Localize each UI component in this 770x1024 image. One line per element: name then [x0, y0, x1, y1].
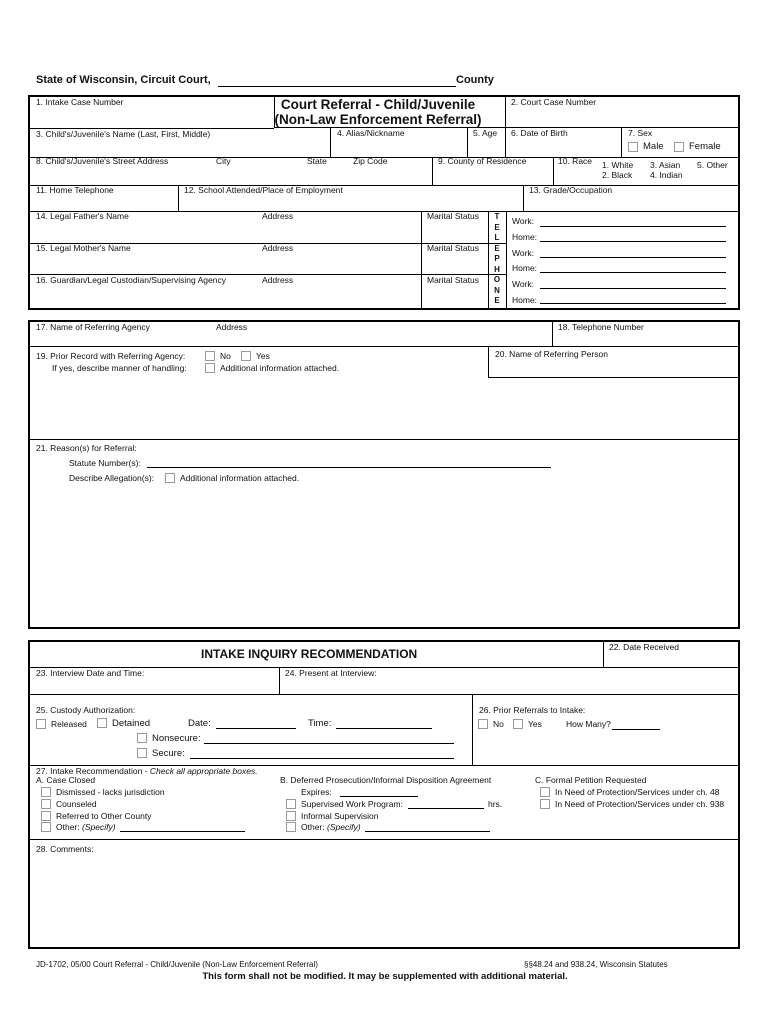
dob-label: 6. Date of Birth: [511, 128, 568, 138]
county-name-line[interactable]: [218, 86, 456, 87]
counseled-checkbox[interactable]: [41, 799, 51, 809]
interview-date-label: 23. Interview Date and Time:: [36, 668, 145, 678]
formal-petition-label: C. Formal Petition Requested: [535, 775, 647, 785]
court-case-number-label: 2. Court Case Number: [511, 97, 597, 107]
additional-info-checkbox[interactable]: [205, 363, 215, 373]
child-name-label: 3. Child's/Juvenile's Name (Last, First, Middle): [36, 129, 211, 139]
telephone-letter: E: [494, 222, 500, 232]
custody-time-label: Time:: [308, 718, 332, 729]
telephone-letter: E: [494, 296, 500, 305]
supervised-work-label: Supervised Work Program:: [301, 799, 403, 809]
form-title-line2: (Non-Law Enforcement Referral): [274, 112, 482, 127]
secure-line[interactable]: [190, 758, 454, 759]
telephone-letter: E: [494, 243, 500, 253]
released-label: Released: [51, 719, 87, 729]
sex-male-label: Male: [643, 141, 664, 152]
father-home-label: Home:: [512, 232, 538, 242]
informal-supervision-checkbox[interactable]: [286, 811, 296, 821]
prior-record-label: 19. Prior Record with Referring Agency:: [36, 351, 186, 361]
mother-home-line[interactable]: [540, 272, 726, 273]
nonsecure-line[interactable]: [204, 743, 454, 744]
guardian-address-label: Address: [262, 275, 294, 285]
case-closed-label: A. Case Closed: [36, 775, 96, 785]
statutes-reference: §§48.24 and 938.24, Wisconsin Statutes: [524, 960, 668, 969]
guardian-work-line[interactable]: [540, 288, 726, 289]
how-many-line[interactable]: [612, 729, 660, 730]
nonsecure-checkbox[interactable]: [137, 733, 147, 743]
secure-label: Secure:: [152, 748, 185, 759]
allegation-attached-label: Additional information attached.: [180, 473, 300, 483]
custody-date-label: Date:: [188, 718, 211, 729]
case-closed-other-line[interactable]: [120, 831, 245, 832]
county-label: County: [456, 74, 494, 86]
race-white: 1. White: [602, 160, 634, 170]
case-closed-other-label: Other: (Specify): [56, 822, 116, 832]
sex-female-label: Female: [689, 141, 721, 152]
home-telephone-label: 11. Home Telephone: [36, 185, 114, 195]
detained-checkbox[interactable]: [97, 718, 107, 728]
statute-line[interactable]: [147, 467, 551, 468]
mother-home-label: Home:: [512, 263, 538, 273]
grade-label: 13. Grade/Occupation: [529, 185, 613, 195]
sex-male-checkbox[interactable]: [628, 142, 638, 152]
referring-agency-label: 17. Name of Referring Agency: [36, 322, 150, 332]
additional-info-label: Additional information attached.: [220, 363, 340, 373]
form-id: JD-1702, 05/00 Court Referral - Child/Juvenile (Non-Law Enforcement Referral): [36, 960, 318, 969]
reasons-label: 21. Reason(s) for Referral:: [36, 443, 137, 453]
chapter-938-label: In Need of Protection/Services under ch. 938: [555, 799, 725, 809]
dismissed-checkbox[interactable]: [41, 787, 51, 797]
detained-label: Detained: [112, 718, 151, 729]
street-address-label: 8. Child's/Juvenile's Street Address: [36, 156, 169, 166]
referred-county-checkbox[interactable]: [41, 811, 51, 821]
father-work-label: Work:: [512, 216, 535, 226]
mother-address-label: Address: [262, 243, 294, 253]
deferred-other-label: Other: (Specify): [301, 822, 361, 832]
referred-county-label: Referred to Other County: [56, 811, 152, 821]
chapter-938-checkbox[interactable]: [540, 799, 550, 809]
mother-name-label: 15. Legal Mother's Name: [36, 243, 131, 253]
how-many-label: How Many?: [566, 719, 611, 729]
telephone-letter: H: [494, 264, 500, 274]
hrs-label: hrs.: [488, 799, 503, 809]
allegation-label: Describe Allegation(s):: [69, 473, 155, 483]
date-received-label: 22. Date Received: [609, 642, 679, 652]
supervised-work-checkbox[interactable]: [286, 799, 296, 809]
present-interview-label: 24. Present at Interview:: [285, 668, 377, 678]
intake-title: INTAKE INQUIRY RECOMMENDATION: [201, 647, 418, 661]
deferred-other-line[interactable]: [365, 831, 490, 832]
prior-referrals-label: 26. Prior Referrals to Intake:: [479, 705, 586, 715]
secure-checkbox[interactable]: [137, 748, 147, 758]
expires-line[interactable]: [340, 796, 418, 797]
prior-referrals-yes-label: Yes: [528, 719, 542, 729]
sex-label: 7. Sex: [628, 128, 653, 138]
prior-record-no-checkbox[interactable]: [205, 351, 215, 361]
guardian-name-label: 16. Guardian/Legal Custodian/Supervising Agency: [36, 275, 226, 285]
chapter-48-label: In Need of Protection/Services under ch. 48: [555, 787, 720, 797]
prior-record-yes-checkbox[interactable]: [241, 351, 251, 361]
race-black: 2. Black: [602, 170, 633, 180]
race-asian: 3. Asian: [650, 160, 681, 170]
mother-marital-label: Marital Status: [427, 243, 479, 253]
state-label: State: [307, 156, 327, 166]
telephone-letter: N: [494, 285, 500, 295]
prior-record-yes-label: Yes: [256, 351, 270, 361]
statute-label: Statute Number(s):: [69, 458, 141, 468]
zip-label: Zip Code: [353, 156, 388, 166]
deferred-prosecution-label: B. Deferred Prosecution/Informal Disposition Agreement: [280, 775, 492, 785]
county-residence-label: 9. County of Residence: [438, 156, 527, 166]
prior-referrals-yes-checkbox[interactable]: [513, 719, 523, 729]
allegation-attached-checkbox[interactable]: [165, 473, 175, 483]
telephone-letter: T: [494, 212, 500, 221]
sex-female-checkbox[interactable]: [674, 142, 684, 152]
informal-supervision-label: Informal Supervision: [301, 811, 379, 821]
prior-referrals-no-label: No: [493, 719, 504, 729]
mother-work-label: Work:: [512, 248, 535, 258]
prior-record-no-label: No: [220, 351, 231, 361]
race-other: 5. Other: [697, 160, 728, 170]
custody-authorization-label: 25. Custody Authorization:: [36, 705, 136, 715]
manner-handling-label: If yes, describe manner of handling:: [52, 363, 187, 373]
telephone-letter: O: [493, 275, 501, 284]
referring-person-label: 20. Name of Referring Person: [495, 349, 608, 359]
form-notice: This form shall not be modified. It may be supplemented with additional material.: [202, 971, 568, 982]
race-label: 10. Race: [558, 156, 593, 166]
prior-referrals-no-checkbox[interactable]: [478, 719, 488, 729]
father-home-line[interactable]: [540, 241, 726, 242]
father-name-label: 14. Legal Father's Name: [36, 211, 129, 221]
dismissed-label: Dismissed - lacks jurisdiction: [56, 787, 165, 797]
age-label: 5. Age: [473, 128, 498, 138]
guardian-home-label: Home:: [512, 295, 538, 305]
chapter-48-checkbox[interactable]: [540, 787, 550, 797]
mother-work-line[interactable]: [540, 257, 726, 258]
telephone-letter: P: [494, 254, 500, 263]
form-title: [274, 97, 482, 127]
school-label: 12. School Attended/Place of Employment: [184, 185, 343, 195]
referring-agency-address-label: Address: [216, 322, 248, 332]
guardian-home-line[interactable]: [540, 303, 726, 304]
telephone-letter: L: [494, 233, 500, 242]
guardian-work-label: Work:: [512, 279, 535, 289]
guardian-marital-label: Marital Status: [427, 275, 479, 285]
alias-label: 4. Alias/Nickname: [337, 128, 405, 138]
deferred-other-checkbox[interactable]: [286, 822, 296, 832]
state-court-label: State of Wisconsin, Circuit Court,: [36, 74, 211, 86]
custody-time-line[interactable]: [336, 728, 432, 729]
supervised-work-line[interactable]: [408, 808, 484, 809]
counseled-label: Counseled: [56, 799, 97, 809]
comments-label: 28. Comments:: [36, 844, 94, 854]
nonsecure-label: Nonsecure:: [152, 733, 201, 744]
race-indian: 4. Indian: [650, 170, 683, 180]
expires-label: Expires:: [301, 787, 332, 797]
custody-date-line[interactable]: [216, 728, 296, 729]
intake-recommendation-label: 27. Intake Recommendation - Check all appropriate boxes.: [36, 766, 258, 776]
father-marital-label: Marital Status: [427, 211, 479, 221]
intake-case-number-label: 1. Intake Case Number: [36, 97, 124, 107]
city-label: City: [216, 156, 231, 166]
father-work-line[interactable]: [540, 226, 726, 227]
father-address-label: Address: [262, 211, 294, 221]
released-checkbox[interactable]: [36, 719, 46, 729]
referring-telephone-label: 18. Telephone Number: [558, 322, 644, 332]
case-closed-other-checkbox[interactable]: [41, 822, 51, 832]
form-title-line1: Court Referral - Child/Juvenile: [280, 97, 476, 112]
